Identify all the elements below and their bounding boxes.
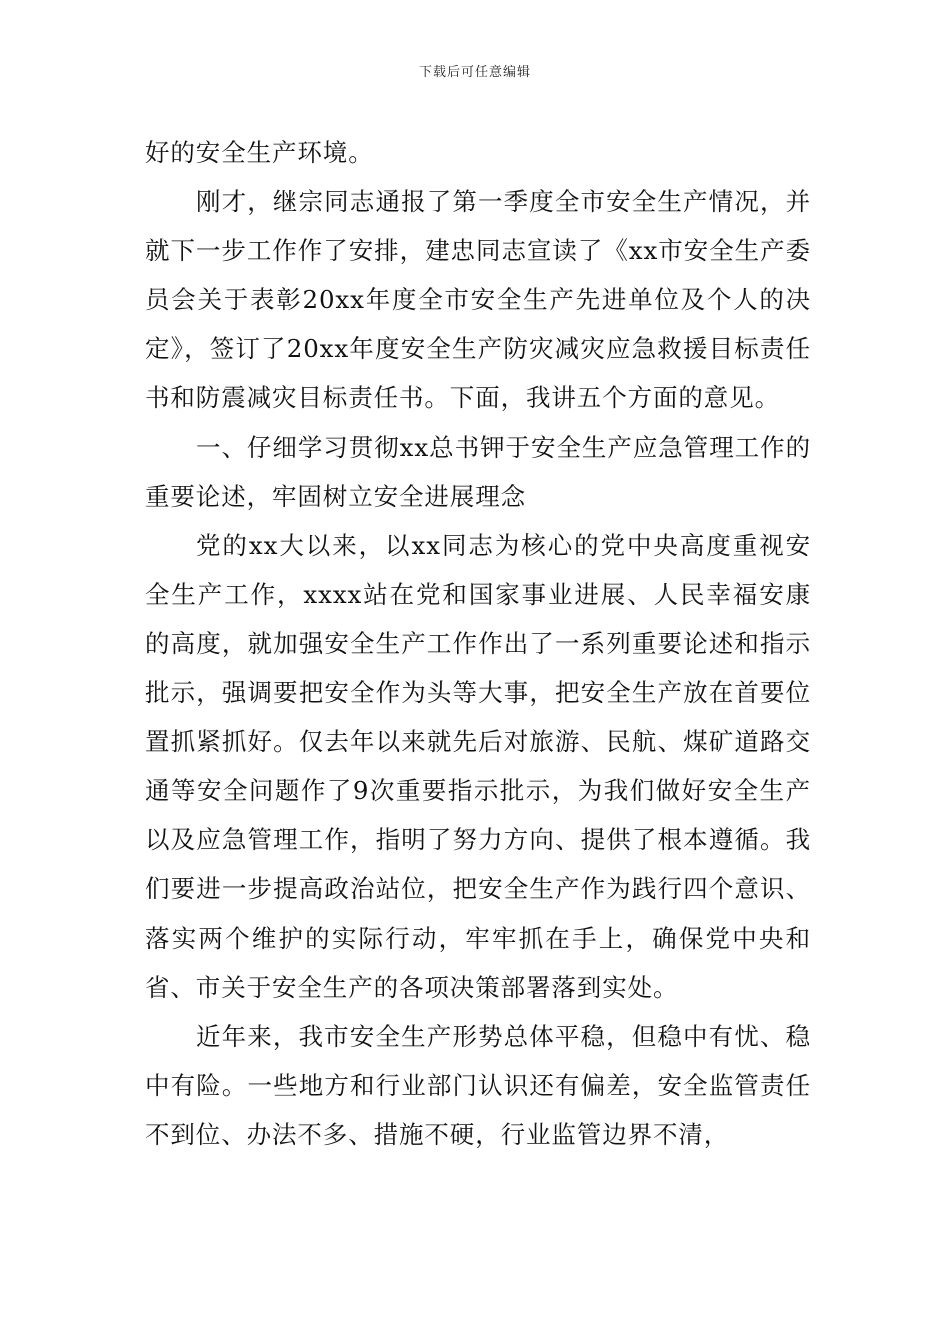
paragraph-2: 刚才，继宗同志通报了第一季度全市安全生产情况，并就下一步工作作了安排，建忠同志宣读了《xx市安全生产委员会关于表彰20xx年度全市安全生产先进单位及个人的决定》，签订了20xx年度安全生产防灾减灾应急救援目标责任书和防震减灾目标责任书。下面，我讲五个方面的意见。 <box>145 187 811 413</box>
page-header: 下载后可任意编辑 <box>418 65 531 80</box>
section-heading-1: 一、仔细学习贯彻xx总书钾于安全生产应急管理工作的重要论述，牢固树立安全进展理念 <box>145 432 811 511</box>
document-body <box>145 128 811 1159</box>
paragraph-1: 好的安全生产环境。 <box>145 138 374 167</box>
paragraph-4: 近年来，我市安全生产形势总体平稳，但稳中有忧、稳中有险。一些地方和行业部门认识还有偏差，安全监管责任不到位、办法不多、措施不硬，行业监管边界不清， <box>145 1021 811 1149</box>
paragraph-3: 党的xx大以来，以xx同志为核心的党中央高度重视安全生产工作，xxxx站在党和国家事业进展、人民幸福安康的高度，就加强安全生产工作作出了一系列重要论述和指示批示，强调要把安全作为头等大事，把安全生产放在首要位置抓紧抓好。仅去年以来就先后对旅游、民航、煤矿道路交通等安全问题作了9次重要指示批示，为我们做好安全生产以及应急管理工作，指明了努力方向、提供了根本遵循。我们要进一步提高政治站位，把安全生产作为践行四个意识、落实两个维护的实际行动，牢牢抓在手上，确保党中央和省、市关于安全生产的各项决策部署落到实处。 <box>145 530 811 1002</box>
